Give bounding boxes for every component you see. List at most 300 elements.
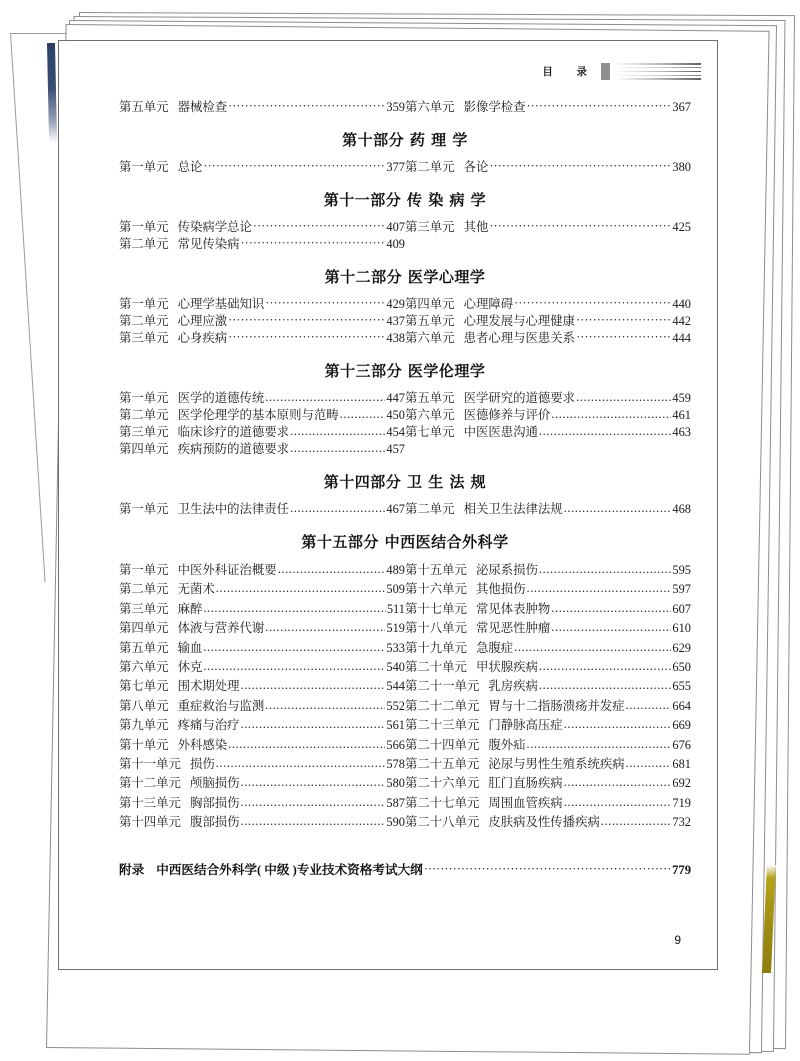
toc-entry-title: 体液与营养代谢 (177, 621, 265, 636)
toc-leader-dots (340, 406, 386, 423)
toc-entry[interactable] (119, 296, 405, 313)
toc-entry-unit: 第二十八单元 (405, 815, 480, 830)
toc-leader-dots (228, 312, 385, 329)
toc-section (119, 99, 691, 116)
toc-entry-page: 447 (386, 391, 405, 405)
toc-entry-unit: 第一单元 (119, 297, 169, 311)
toc-leader-dots (551, 618, 671, 637)
toc-row (119, 561, 691, 580)
toc-entry-title: 传染病学总论 (177, 220, 252, 234)
toc-entry-page: 454 (386, 425, 405, 439)
toc-entry[interactable] (119, 159, 405, 176)
toc-entry-title: 重症救治与监测 (177, 698, 265, 713)
toc-entry-title: 输血 (177, 640, 203, 655)
toc-entry-title: 颅脑损伤 (189, 776, 240, 791)
toc-entry[interactable] (405, 99, 691, 116)
toc-entry-page: 533 (386, 640, 405, 655)
toc-entry[interactable] (405, 501, 691, 518)
toc-entry-unit: 第一单元 (119, 502, 169, 516)
header-block-icon (601, 63, 610, 80)
toc-entry-unit: 第十三单元 (119, 795, 181, 810)
toc-entry-title: 胸部损伤 (189, 795, 240, 810)
toc-entry[interactable] (405, 697, 691, 716)
toc-entry-unit: 第二十四单元 (405, 737, 480, 752)
toc-row (119, 639, 691, 658)
toc-entry-page: 468 (672, 502, 691, 516)
toc-entry-page: 461 (672, 408, 691, 422)
toc-leader-dots (290, 500, 385, 517)
toc-leader-dots (576, 389, 671, 406)
toc-entry-title: 临床诊疗的道德要求 (177, 425, 290, 439)
toc-entry-page: 425 (672, 220, 691, 234)
part-heading: 第十部分 药 理 学 (342, 131, 468, 149)
toc-leader-dots (241, 715, 386, 734)
toc-leader-dots (203, 599, 386, 618)
toc-leader-dots (551, 599, 671, 618)
toc-entry-page: 459 (672, 391, 691, 405)
toc-leader-dots (265, 295, 385, 312)
toc-entry-unit: 第三单元 (119, 425, 169, 439)
toc-entry-title: 泌尿系损伤 (475, 563, 538, 577)
toc-entry[interactable] (119, 407, 405, 424)
toc-entry-page: 664 (672, 698, 691, 713)
toc-entry-page: 669 (672, 718, 691, 733)
toc-entry-page: 444 (672, 331, 691, 345)
toc-entry-page: 489 (386, 563, 405, 577)
toc-entry[interactable] (119, 313, 405, 330)
toc-entry-unit: 第二十五单元 (405, 757, 480, 772)
toc-row (119, 794, 691, 813)
toc-row (119, 219, 691, 236)
toc-entry-page: 509 (386, 582, 405, 597)
toc-leader-dots (527, 735, 672, 754)
toc-leader-dots (539, 676, 672, 695)
toc-entry-page: 407 (386, 220, 405, 234)
toc-entry-page: 540 (386, 660, 405, 675)
toc-entry-title: 腹外疝 (488, 737, 526, 752)
header-lines-icon (615, 63, 701, 80)
toc-entry-unit: 第一单元 (119, 391, 169, 405)
toc-entry-title: 急腹症 (475, 640, 514, 655)
toc-entry-page: 442 (672, 314, 691, 328)
toc-leader-dots (489, 218, 671, 235)
toc-row (119, 580, 691, 599)
appendix-label: 附录 (119, 862, 145, 877)
toc-entry-title: 常见恶性肿瘤 (475, 621, 551, 636)
toc-entry-page: 519 (386, 621, 405, 636)
toc-entry[interactable] (119, 424, 405, 441)
toc-entry-title: 常见传染病 (177, 237, 240, 251)
toc-entry-unit: 第二十七单元 (405, 795, 480, 810)
toc-entry[interactable] (405, 561, 691, 580)
toc-entry-unit: 第十六单元 (405, 582, 467, 597)
toc-leader-dots (564, 793, 672, 812)
toc-row (119, 619, 691, 638)
toc-entry-page: 409 (386, 237, 405, 251)
toc-entry[interactable] (405, 774, 691, 793)
toc-row (119, 501, 691, 518)
toc-entry-title: 影像学检查 (463, 100, 526, 114)
toc-entry-unit: 第十一单元 (119, 757, 181, 772)
toc-entry-page: 544 (386, 679, 405, 694)
toc-entry-title: 心理学基础知识 (177, 297, 265, 311)
toc-entry-title: 心理应激 (177, 314, 228, 328)
toc-leader-dots (241, 793, 386, 812)
toc-entry-unit: 第二十六单元 (405, 776, 480, 791)
toc-row (119, 658, 691, 677)
appendix-leader-dots (424, 862, 671, 877)
toc-entry-unit: 第二十二单元 (405, 698, 480, 713)
toc-entry-unit: 第十七单元 (405, 601, 467, 616)
toc-entry-title: 甲状腺疾病 (475, 660, 538, 675)
toc-entry[interactable] (119, 639, 405, 658)
toc-entry[interactable] (119, 390, 405, 407)
toc-leader-dots (626, 754, 672, 773)
toc-entry[interactable] (119, 736, 405, 755)
toc-entry-unit: 第十八单元 (405, 621, 467, 636)
toc-entry[interactable] (119, 99, 405, 116)
toc-entry-unit: 第五单元 (119, 640, 169, 655)
toc-entry-unit: 第九单元 (119, 718, 169, 733)
toc-entry-title: 疼痛与治疗 (177, 718, 240, 733)
toc-entry-page: 440 (672, 297, 691, 311)
toc-entry[interactable] (119, 716, 405, 735)
toc-entry-unit: 第一单元 (119, 563, 169, 577)
toc-entry-page: 719 (672, 795, 691, 810)
toc-entry[interactable] (405, 600, 691, 619)
toc-entry[interactable] (405, 296, 691, 313)
toc-row (119, 330, 691, 347)
toc-row (119, 159, 691, 176)
toc-entry-title: 无菌术 (177, 582, 215, 597)
toc-entry-title: 其他损伤 (475, 582, 526, 597)
toc-leader-dots (576, 312, 671, 329)
toc-section (119, 390, 691, 458)
toc-entry-page: 655 (672, 679, 691, 694)
toc-entry-title: 总论 (177, 160, 203, 174)
toc-leader-dots (290, 440, 385, 457)
toc-leader-dots (601, 812, 672, 831)
toc-entry-title: 患者心理与医患关系 (463, 331, 576, 345)
toc-entry-page: 580 (386, 776, 405, 791)
toc-row (119, 697, 691, 716)
toc-section (119, 219, 691, 253)
toc-leader-dots (539, 657, 672, 676)
toc-entry-unit: 第三单元 (405, 220, 455, 234)
toc-row (119, 755, 691, 774)
toc-entry-unit: 第十五单元 (405, 563, 467, 577)
toc-leader-dots (203, 657, 385, 676)
toc-leader-dots (241, 812, 386, 831)
part-heading: 第十三部分 医学伦理学 (324, 362, 486, 380)
toc-leader-dots (576, 329, 671, 346)
toc-entry[interactable] (119, 219, 405, 236)
toc-entry-title: 围术期处理 (177, 679, 240, 694)
toc-entry-unit: 第六单元 (119, 660, 169, 675)
toc-entry[interactable] (119, 501, 405, 518)
toc-entry[interactable] (119, 441, 405, 458)
toc-entry[interactable] (405, 716, 691, 735)
toc-row (119, 813, 691, 832)
toc-leader-dots (228, 735, 385, 754)
toc-entry[interactable] (405, 658, 691, 677)
toc-entry-page: 692 (672, 776, 691, 791)
toc-entry-unit: 第六单元 (405, 331, 455, 345)
toc-entry-unit: 第二单元 (119, 314, 169, 328)
toc-leader-dots (203, 158, 385, 175)
toc-entry-title: 各论 (463, 160, 489, 174)
toc-entry-title: 门静脉高压症 (488, 718, 563, 733)
toc-entry-page: 566 (386, 737, 405, 752)
appendix-title: 中西医结合外科学( 中级 )专业技术资格考试大纲 (156, 862, 423, 877)
toc-entry-page: 359 (386, 100, 405, 114)
toc-entry-page: 438 (386, 331, 405, 345)
toc-entry[interactable] (119, 330, 405, 347)
header-title: 目 录 (542, 66, 597, 78)
toc-entry[interactable] (119, 658, 405, 677)
toc-entry-page: 681 (672, 757, 691, 772)
appendix-page: 779 (672, 862, 691, 877)
toc-entry-page: 732 (672, 815, 691, 830)
toc-row (119, 99, 691, 116)
toc-entry-title: 肛门直肠疾病 (488, 776, 563, 791)
toc-entry-unit: 第十四单元 (119, 815, 181, 830)
toc-entry[interactable] (119, 619, 405, 638)
toc-entry-title: 泌尿与男性生殖系统疾病 (488, 757, 625, 772)
toc-entry-title: 损伤 (189, 757, 215, 772)
toc-entry-unit: 第二单元 (119, 408, 169, 422)
toc-entry-page: 450 (386, 408, 405, 422)
toc-entry-unit: 第七单元 (119, 679, 169, 694)
toc-entry-page: 587 (386, 795, 405, 810)
toc-entry-page: 367 (672, 100, 691, 114)
toc-entry[interactable] (119, 561, 405, 580)
toc-entry-title: 胃与十二指肠溃疡并发症 (488, 698, 625, 713)
toc-entry[interactable] (119, 580, 405, 599)
toc-leader-dots (564, 500, 672, 517)
toc-entry[interactable] (405, 813, 691, 832)
toc-entry-unit: 第十九单元 (405, 640, 467, 655)
toc-content (119, 99, 691, 878)
page-header (542, 63, 701, 80)
toc-entry-unit: 第二单元 (405, 160, 455, 174)
toc-entry-title: 外科感染 (177, 737, 228, 752)
toc-leader-dots (265, 618, 385, 637)
toc-entry[interactable] (405, 407, 691, 424)
toc-entry-page: 377 (386, 160, 405, 174)
toc-entry[interactable] (119, 794, 405, 813)
toc-row (119, 677, 691, 696)
toc-entry-unit: 第五单元 (405, 314, 455, 328)
toc-entry-unit: 第二十三单元 (405, 718, 480, 733)
toc-entry[interactable] (405, 219, 691, 236)
toc-leader-dots (216, 579, 386, 598)
toc-leader-dots (265, 389, 385, 406)
toc-entry-page: 597 (672, 582, 691, 597)
part-heading: 第十二部分 医学心理学 (324, 268, 486, 286)
toc-entry-page: 437 (386, 314, 405, 328)
toc-leader-dots (489, 158, 671, 175)
toc-entry-page: 590 (386, 815, 405, 830)
toc-entry-unit: 第十二单元 (119, 776, 181, 791)
toc-entry[interactable] (405, 736, 691, 755)
toc-entry-unit: 第一单元 (119, 220, 169, 234)
toc-entry-unit: 第一单元 (119, 160, 169, 174)
toc-entry-title: 中医外科证治概要 (177, 563, 277, 577)
toc-section (119, 159, 691, 176)
toc-entry-title: 医学伦理学的基本原则与范畴 (177, 408, 339, 422)
toc-entry-unit: 第八单元 (119, 698, 169, 713)
toc-leader-dots (539, 423, 672, 440)
part-heading: 第十一部分 传 染 病 学 (323, 191, 487, 209)
toc-entry-title: 相关卫生法律法规 (463, 502, 563, 516)
toc-entry-page: 561 (386, 718, 405, 733)
toc-entry-page: 511 (386, 601, 405, 616)
toc-entry[interactable] (119, 236, 405, 253)
toc-entry[interactable] (119, 697, 405, 716)
toc-entry[interactable] (405, 755, 691, 774)
toc-row (119, 296, 691, 313)
toc-row (119, 390, 691, 407)
toc-leader-dots (564, 773, 672, 792)
toc-entry-unit: 第六单元 (405, 100, 455, 114)
toc-entry-title: 医学的道德传统 (177, 391, 265, 405)
toc-entry-title: 心理障碍 (463, 297, 514, 311)
toc-entry-unit: 第五单元 (119, 100, 169, 114)
toc-entry[interactable] (405, 424, 691, 441)
toc-leader-dots (241, 773, 386, 792)
toc-leader-dots (551, 406, 671, 423)
toc-entry-title: 疾病预防的道德要求 (177, 442, 290, 456)
toc-leader-dots (539, 560, 672, 579)
toc-entry-title: 医德修养与评价 (463, 408, 551, 422)
appendix-entry[interactable] (119, 859, 691, 878)
toc-entry-page: 380 (672, 160, 691, 174)
part-heading: 第十五部分 中西医结合外科学 (301, 533, 509, 551)
toc-entry-unit: 第二单元 (119, 237, 169, 251)
toc-entry[interactable] (119, 813, 405, 832)
toc-entry-page: 629 (672, 640, 691, 655)
toc-leader-dots (228, 329, 385, 346)
toc-entry-page: 429 (386, 297, 405, 311)
toc-row (119, 774, 691, 793)
toc-section (119, 561, 691, 833)
toc-entry-title: 中医医患沟通 (463, 425, 538, 439)
toc-entry-page: 650 (672, 660, 691, 675)
toc-section (119, 296, 691, 347)
toc-entry[interactable] (405, 619, 691, 638)
toc-entry-page: 607 (672, 601, 691, 616)
toc-entry[interactable] (405, 794, 691, 813)
toc-entry-title: 其他 (463, 220, 489, 234)
toc-entry-unit: 第二十一单元 (405, 679, 480, 694)
toc-entry-title: 心身疾病 (177, 331, 228, 345)
toc-leader-dots (228, 98, 385, 115)
toc-row (119, 407, 691, 424)
toc-leader-dots (290, 423, 385, 440)
toc-leader-dots (514, 295, 671, 312)
toc-entry[interactable] (405, 330, 691, 347)
toc-entry-page: 578 (386, 757, 405, 772)
toc-entry-unit: 第六单元 (405, 408, 455, 422)
toc-entry[interactable] (405, 313, 691, 330)
toc-entry-unit: 第四单元 (119, 442, 169, 456)
toc-entry-title: 器械检查 (177, 100, 228, 114)
toc-entry-unit: 第二单元 (405, 502, 455, 516)
toc-row (119, 716, 691, 735)
toc-entry-unit: 第三单元 (119, 601, 169, 616)
toc-leader-dots (514, 638, 671, 657)
toc-row (119, 600, 691, 619)
toc-leader-dots (241, 235, 386, 252)
toc-entry[interactable] (119, 755, 405, 774)
toc-leader-dots (265, 696, 385, 715)
toc-entry-title: 皮肤病及性传播疾病 (488, 815, 600, 830)
toc-entry-page: 467 (386, 502, 405, 516)
toc-entry-title: 常见体表肿物 (475, 601, 551, 616)
book-page (58, 40, 718, 970)
toc-row (119, 313, 691, 330)
toc-entry-unit: 第二十单元 (405, 660, 467, 675)
toc-entry[interactable] (119, 677, 405, 696)
toc-entry-unit: 第二单元 (119, 582, 169, 597)
toc-entry-unit: 第十单元 (119, 737, 169, 752)
toc-entry-title: 腹部损伤 (189, 815, 240, 830)
toc-leader-dots (564, 715, 672, 734)
toc-entry[interactable] (119, 600, 405, 619)
toc-leader-dots (253, 218, 386, 235)
toc-entry-title: 卫生法中的法律责任 (177, 502, 290, 516)
toc-entry-unit: 第七单元 (405, 425, 455, 439)
toc-leader-dots (278, 560, 386, 579)
toc-leader-dots (241, 676, 386, 695)
toc-leader-dots (626, 696, 672, 715)
toc-entry-title: 麻醉 (177, 601, 203, 616)
toc-leader-dots (203, 638, 385, 657)
toc-row (119, 424, 691, 441)
toc-entry-title: 周围血管疾病 (488, 795, 563, 810)
part-heading: 第十四部分 卫 生 法 规 (323, 473, 487, 491)
toc-leader-dots (527, 579, 672, 598)
toc-section (119, 501, 691, 518)
toc-entry-page: 552 (386, 698, 405, 713)
toc-entry[interactable] (119, 774, 405, 793)
toc-leader-dots (527, 98, 672, 115)
toc-entry-unit: 第三单元 (119, 331, 169, 345)
toc-entry-page: 457 (386, 442, 405, 456)
toc-entry[interactable] (405, 390, 691, 407)
toc-entry[interactable] (405, 580, 691, 599)
toc-row (119, 441, 691, 458)
toc-entry[interactable] (405, 159, 691, 176)
toc-entry[interactable] (405, 677, 691, 696)
page-number: 9 (674, 933, 681, 947)
toc-row (119, 736, 691, 755)
toc-entry-title: 医学研究的道德要求 (463, 391, 576, 405)
toc-entry-title: 心理发展与心理健康 (463, 314, 576, 328)
toc-entry-page: 595 (672, 563, 691, 577)
toc-entry-page: 610 (672, 621, 691, 636)
toc-leader-dots (216, 754, 386, 773)
toc-entry-unit: 第四单元 (119, 621, 169, 636)
toc-entry-title: 乳房疾病 (488, 679, 538, 694)
toc-entry-unit: 第四单元 (405, 297, 455, 311)
toc-entry-unit: 第五单元 (405, 391, 455, 405)
toc-entry-title: 休克 (177, 660, 203, 675)
toc-row (119, 236, 691, 253)
toc-entry-page: 463 (672, 425, 691, 439)
toc-entry[interactable] (405, 639, 691, 658)
